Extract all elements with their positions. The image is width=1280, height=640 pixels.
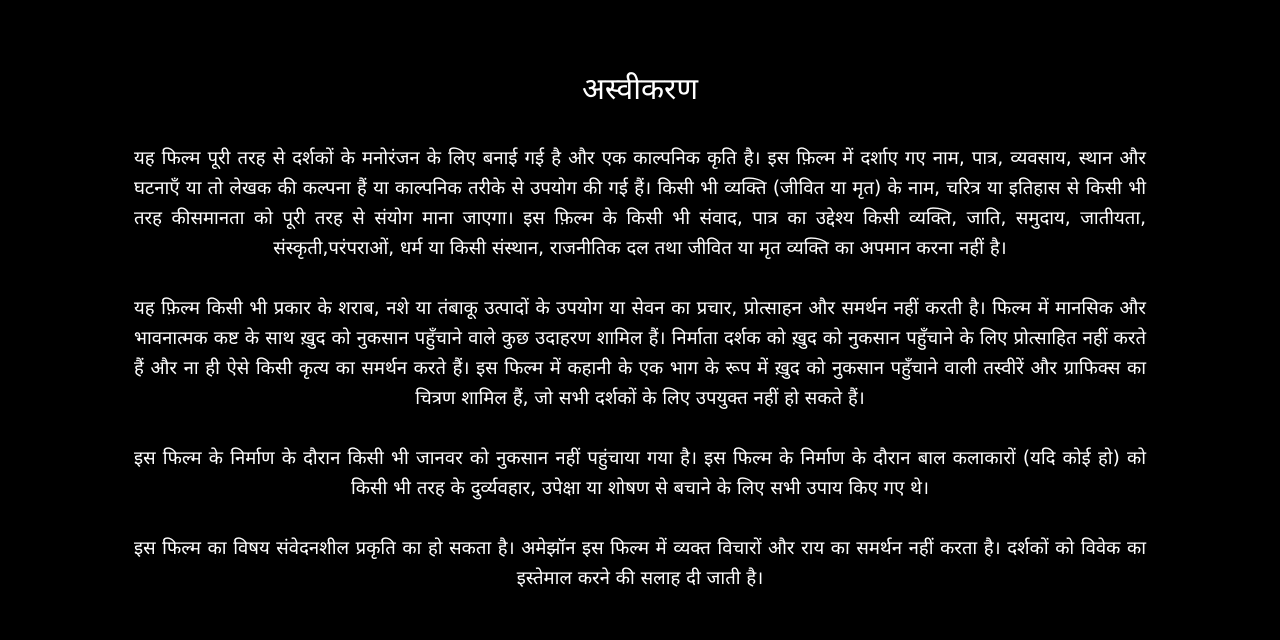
disclaimer-paragraph-animals-children: इस फिल्म के निर्माण के दौरान किसी भी जानवर को नुकसान नहीं पहुंचाया गया है। इस फिल्म के निर्माण के दौरान बाल कलाकारों (यदि कोई हो) को किसी भी तरह के दुर्व्यवहार, उपेक्षा या शोषण से बचाने के लिए सभी उपाय किए गए थे। [134, 448, 1146, 499]
disclaimer-paragraph-content: यह फिल्म पूरी तरह से दर्शकों के मनोरंजन के लिए बनाई गई है और एक काल्पनिक कृति है। इस फ़िल्म में दर्शाए गए नाम, पात्र, व्यवसाय, स्थान और घटनाएँ या तो लेखक की कल्पना हैं या काल्पनिक तरीके से उपयोग की गई हैं। किसी भी व्यक्ति (जीवित या मृत) के नाम, चरित्र या इतिहास से किसी भी तरह कीसमानता को पूरी तरह से संयोग माना जाएगा। इस फ़िल्म के किसी भी संवाद, पात्र का उद्देश्य किसी व्यक्ति, जाति, समुदाय, जातीयता, संस्कृती,परंपराओं, धर्म या किसी संस्थान, राजनीतिक दल तथा जीवित या मृत व्यक्ति का अपमान करना नहीं है। [134, 148, 1146, 259]
disclaimer-body [134, 144, 1146, 594]
disclaimer-paragraph-viewer-discretion: इस फिल्म का विषय संवेदनशील प्रकृति का हो सकता है। अमेझॉन इस फिल्म में व्यक्त विचारों और राय का समर्थन नहीं करता है। दर्शकों को विवेक का इस्तेमाल करने की सलाह दी जाती है। [134, 538, 1146, 589]
disclaimer-paragraph-substances: यह फ़िल्म किसी भी प्रकार के शराब, नशे या तंबाकू उत्पादों के उपयोग या सेवन का प्रचार, प्रोत्साहन और समर्थन नहीं करती है। फिल्म में मानसिक और भावनात्मक कष्ट के साथ ख़ुद को नुकसान पहुँचाने वाले कुछ उदाहरण शामिल हैं। निर्माता दर्शक को ख़ुद को नुकसान पहुँचाने के लिए प्रोत्साहित नहीं करते हैं और ना ही ऐसे किसी कृत्य का समर्थन करते हैं। इस फिल्म में कहानी के एक भाग के रूप में ख़ुद को नुकसान पहुँचाने वाली तस्वीरें और ग्राफिक्स का चित्रण शामिल हैं, जो सभी दर्शकों के लिए उपयुक्त नहीं हो सकते हैं। [134, 298, 1146, 409]
disclaimer-title: अस्वीकरण [581, 72, 699, 108]
